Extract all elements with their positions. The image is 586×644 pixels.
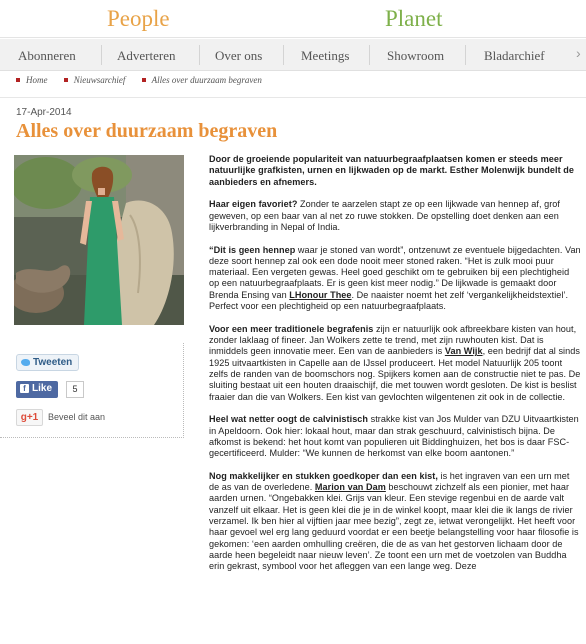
paragraph-lead-bold: Haar eigen favoriet? [209, 199, 298, 210]
nav-divider [369, 45, 370, 65]
nav-item-bladarchief[interactable]: Bladarchief [484, 48, 545, 63]
google-plus-text: Beveel dit aan [48, 412, 106, 422]
tweet-button[interactable] [16, 354, 79, 371]
article-paragraph [209, 199, 581, 233]
article-date: 17-Apr-2014 [16, 107, 72, 118]
link-van-wijk[interactable]: Van Wijk [444, 346, 483, 357]
google-plus-button[interactable]: g+1 [16, 409, 43, 426]
article-paragraph [209, 245, 581, 313]
paragraph-lead-bold: Heel wat netter oogt de calvinistisch [209, 414, 369, 425]
article-lead: Door de groeiende populariteit van natuurbegraafplaatsen komen er steeds meer natuurlijke grafkisten, urnen en lijkwaden op de markt. Esther Molenwijk bundelt de aanbieders en afnemers. [209, 154, 574, 187]
twitter-bird-icon [21, 359, 30, 366]
link-lhonour-thee[interactable]: LHonour Thee [289, 289, 352, 300]
breadcrumb-current[interactable]: Alles over duurzaam begraven [151, 75, 262, 85]
article-body [209, 154, 581, 584]
bullet-icon [142, 78, 146, 82]
nav-divider [465, 45, 466, 65]
planet-wordmark[interactable]: Planet [385, 6, 443, 31]
paragraph-lead-bold: Nog makkelijker en stukken goedkoper dan een kist, [209, 470, 438, 481]
like-label: Like [32, 383, 53, 394]
breadcrumb [16, 75, 276, 87]
article-photo [14, 155, 184, 325]
paragraph-text: . De naaister noemt het zelf ‘vergankelijkheidstextiel’. Perfect voor een plechtigheid op een natuurbegraafplaats. [209, 289, 569, 312]
like-count: 5 [66, 381, 84, 398]
nav-item-adverteren[interactable]: Adverteren [117, 48, 176, 63]
nav-item-showroom[interactable]: Showroom [387, 48, 445, 63]
nav-item-over-ons[interactable]: Over ons [215, 48, 263, 63]
bullet-icon [16, 78, 20, 82]
paragraph-lead-bold: “Dit is geen hennep [209, 244, 296, 255]
paragraph-text: Zonder te aarzelen stapt ze op een lijkwade van hennep af, grof geweven, op een baar van al net zo ruwe stokken. De opstelling doet denken aan een lijkverbranding in Nepal of India. [209, 199, 560, 232]
header-divider [0, 97, 586, 98]
main-nav [0, 39, 586, 71]
facebook-icon: f [20, 384, 29, 393]
nav-item-meetings[interactable]: Meetings [301, 48, 350, 63]
paragraph-lead-bold: Voor een meer traditionele begrafenis [209, 323, 374, 334]
nav-divider [199, 45, 200, 65]
bullet-icon [64, 78, 68, 82]
nav-item-abonneren[interactable]: Abonneren [18, 48, 76, 63]
nav-divider [283, 45, 284, 65]
nav-divider [101, 45, 102, 65]
page-title: Alles over duurzaam begraven [16, 120, 278, 142]
breadcrumb-nieuwsarchief[interactable]: Nieuwsarchief [73, 75, 126, 85]
article-paragraph [209, 471, 581, 573]
facebook-like-button[interactable] [16, 381, 58, 398]
link-marion-van-dam[interactable]: Marion van Dam [314, 482, 386, 493]
paragraph-text: beschouwt zichzelf als een pionier, met haar aarden urnen. “Ongebakken klei. Grijs van kleur. Een stevige regenbui en de aarde valt vanzelf uit elkaar. Het is geen klei die je in de winkel koopt, maar klei die ik langs de rivier verzamel. Ik ben hier al vijftien jaar mee bezig”, zegt ze, ietwat verongelijkt. Het heeft voor haar gevoel wel erg lang geduurd voordat er een beetje belangstelling voor haar filosofie is gekomen: ‘een aarden omhulling creëren, die de as van het gestorven lichaam door de aarde heen begeleidt naar nieuw leven’. Ze toont een urn met de voetzolen van Buddha erin gekrast, symbool voor het afleggen van een lange weg. Deze [209, 482, 579, 572]
paragraph-text: , een bedrijf dat al sinds 1925 uitvaartkisten in Capelle aan de IJssel produceert. Het model Natuurlijk 205 toont zelfs de randen van de boomschors nog. Spijkers komen aan de constructie niet te pas. De sluiting bestaat uit een houten draaischijf, die met touwen wordt gesloten. De kist is beslist fraaier dan die van Wolkers. Een kist van gevlochten wilgentenen zit ook in de collectie. [209, 346, 581, 402]
article-paragraph [209, 324, 581, 403]
woman-with-shroud-illustration [14, 155, 184, 325]
article-paragraph [209, 414, 581, 459]
paragraph-text: is het ingraven van een urn met de as van de overledene. [209, 470, 570, 493]
top-banner [0, 0, 586, 38]
tweet-label: Tweeten [33, 357, 73, 368]
breadcrumb-home[interactable]: Home [26, 75, 48, 85]
paragraph-text: zijn er natuurlijk ook afbreekbare kisten van hout, zonder laklaag of fineer. Jan Wolkers zette te trend, met zijn ruwhouten kist. Dat is inmiddels geen innovatie meer. Een van de aanbieders is [209, 323, 577, 357]
nav-more-icon[interactable]: › [576, 45, 581, 61]
paragraph-text: strakke kist van Jos Mulder van DZU Uitvaartkisten in Apeldoorn. Ook hier: lokaal hout, maar dan strak geschuurd, calvinistisch bijna. De afkomst is bekend: het hout komt van populieren uit Biddinghuizen, het bos is daar FSC-gecertificeerd. Mulder: “We kunnen de herkomst van elke boom aantonen.” [209, 414, 579, 459]
paragraph-text: waar je stoned van wordt”, ontzenuwt ze eventuele bijgedachten. Van deze soort hennep zal ook een dode nooit meer stoned raken. “Het is zulk mooi puur materiaal. Een vergeten gewas. Heel goed geschikt om te gebruiken bij een plechtigheid op een natuurbegraafplaats. Er is geen kist meer nodig.” De lijkwade is gemaakt door Brenda Ensing van [209, 244, 581, 300]
people-wordmark[interactable]: People [107, 6, 170, 31]
